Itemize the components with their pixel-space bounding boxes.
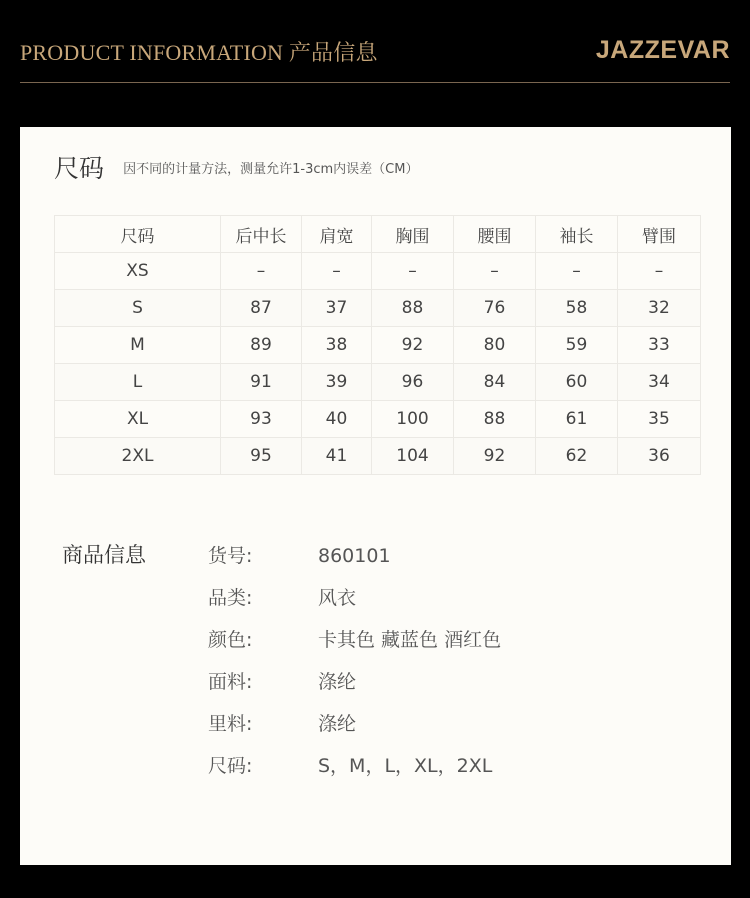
measurement-cell: – <box>618 253 701 290</box>
measurement-cell: 35 <box>618 401 701 438</box>
measurement-cell: 60 <box>536 364 618 401</box>
measurement-cell: 88 <box>372 290 454 327</box>
measurement-cell: 92 <box>372 327 454 364</box>
size-section-header <box>54 149 418 185</box>
measurement-cell: – <box>536 253 618 290</box>
list-item <box>208 667 501 709</box>
measurement-cell: 59 <box>536 327 618 364</box>
size-label-cell: M <box>55 327 221 364</box>
measurement-cell: 88 <box>454 401 536 438</box>
info-label: 尺码: <box>208 755 253 777</box>
list-item <box>208 751 501 793</box>
measurement-cell: 36 <box>618 438 701 475</box>
list-item <box>208 541 501 583</box>
size-section-title: 尺码 <box>54 154 105 183</box>
measurement-cell: 41 <box>302 438 372 475</box>
measurement-cell: 40 <box>302 401 372 438</box>
column-header: 腰围 <box>454 216 536 253</box>
table-row <box>55 290 701 327</box>
info-label: 面料: <box>208 671 253 693</box>
measurement-cell: 32 <box>618 290 701 327</box>
product-info-list <box>208 541 501 793</box>
product-info-title: 商品信息 <box>62 543 146 567</box>
info-value: 涤纶 <box>318 671 357 693</box>
info-value: 风衣 <box>318 587 357 609</box>
measurement-cell: 62 <box>536 438 618 475</box>
measurement-cell: 37 <box>302 290 372 327</box>
list-item <box>208 709 501 751</box>
content-panel <box>20 127 731 865</box>
measurement-cell: 58 <box>536 290 618 327</box>
measurement-cell: 104 <box>372 438 454 475</box>
measurement-cell: 87 <box>221 290 302 327</box>
info-value: 卡其色 藏蓝色 酒红色 <box>318 629 502 651</box>
size-measurement-note: 因不同的计量方法，测量允许1-3cm内误差（CM） <box>123 161 419 177</box>
measurement-cell: 61 <box>536 401 618 438</box>
brand-logo: JAZZEVAR <box>595 36 730 64</box>
measurement-cell: – <box>454 253 536 290</box>
info-value: 涤纶 <box>318 713 357 735</box>
measurement-cell: – <box>302 253 372 290</box>
header-title: PRODUCT INFORMATION 产品信息 <box>20 40 378 65</box>
size-table <box>54 215 701 475</box>
list-item <box>208 583 501 625</box>
size-label-cell: 2XL <box>55 438 221 475</box>
measurement-cell: 39 <box>302 364 372 401</box>
info-label: 里料: <box>208 713 253 735</box>
size-label-cell: XL <box>55 401 221 438</box>
header-divider <box>20 82 730 83</box>
measurement-cell: 93 <box>221 401 302 438</box>
measurement-cell: 89 <box>221 327 302 364</box>
info-value: S，M，L，XL，2XL <box>318 755 493 777</box>
measurement-cell: 100 <box>372 401 454 438</box>
measurement-cell: – <box>221 253 302 290</box>
size-label-cell: S <box>55 290 221 327</box>
info-label: 品类: <box>208 587 253 609</box>
column-header: 尺码 <box>55 216 221 253</box>
measurement-cell: 76 <box>454 290 536 327</box>
column-header: 后中长 <box>221 216 302 253</box>
measurement-cell: – <box>372 253 454 290</box>
size-label-cell: XS <box>55 253 221 290</box>
size-table-body <box>55 253 701 475</box>
table-row <box>55 438 701 475</box>
table-row <box>55 327 701 364</box>
measurement-cell: 95 <box>221 438 302 475</box>
measurement-cell: 33 <box>618 327 701 364</box>
table-row <box>55 364 701 401</box>
info-value: 860101 <box>318 545 391 567</box>
column-header: 臂围 <box>618 216 701 253</box>
table-row <box>55 401 701 438</box>
size-table-header-row <box>55 216 701 253</box>
measurement-cell: 80 <box>454 327 536 364</box>
column-header: 胸围 <box>372 216 454 253</box>
size-label-cell: L <box>55 364 221 401</box>
measurement-cell: 92 <box>454 438 536 475</box>
measurement-cell: 91 <box>221 364 302 401</box>
column-header: 袖长 <box>536 216 618 253</box>
info-label: 货号: <box>208 545 253 567</box>
measurement-cell: 96 <box>372 364 454 401</box>
column-header: 肩宽 <box>302 216 372 253</box>
list-item <box>208 625 501 667</box>
measurement-cell: 34 <box>618 364 701 401</box>
measurement-cell: 38 <box>302 327 372 364</box>
table-row <box>55 253 701 290</box>
measurement-cell: 84 <box>454 364 536 401</box>
info-label: 颜色: <box>208 629 253 651</box>
